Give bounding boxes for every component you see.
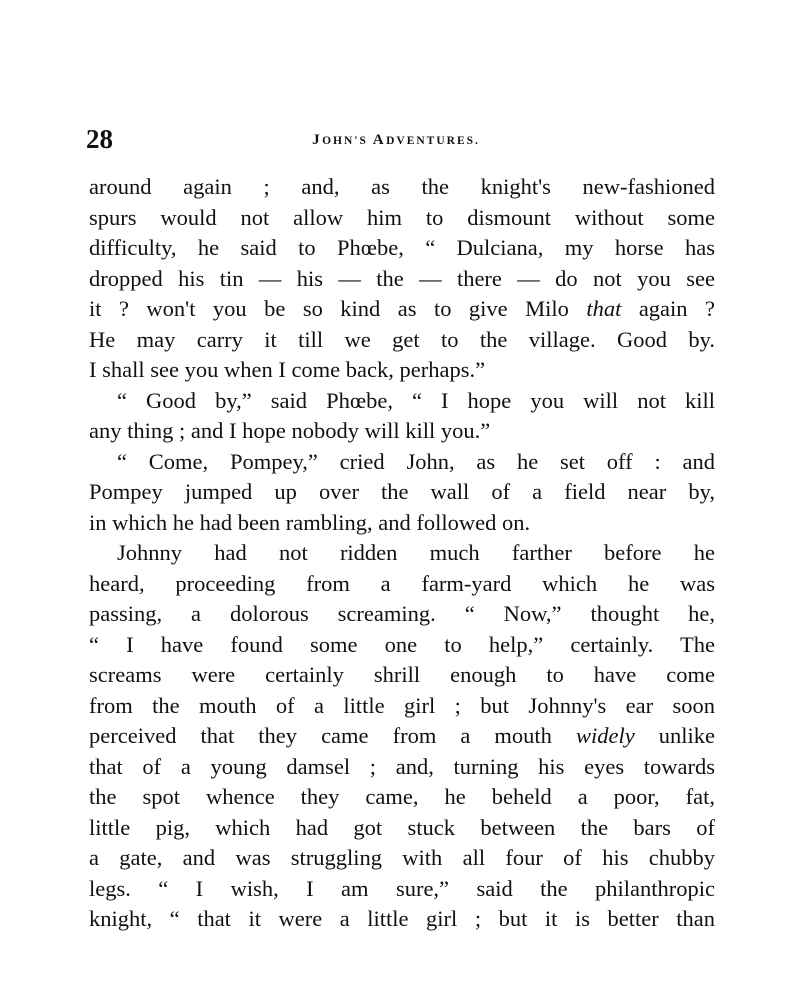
text-line: in which he had been rambling, and followed on. [89,509,531,535]
text-line: I shall see you when I come back, perhaps.” [89,357,486,382]
body-text [89,172,715,935]
running-head [236,128,556,153]
running-head-initial-2: A [372,132,387,148]
text-line: around again ; and, as the knight's new-fashioned [89,174,715,199]
text-line: that of a young damsel ; and, turning his eyes towards [89,753,715,779]
page-header [86,124,716,160]
text-line: “ Come, Pompey,” cried John, as he set off : and [117,448,715,474]
text-segment: it ? won't you be so kind as to give Milo [89,296,587,321]
text-line: a gate, and was struggling with all four of his chubby [89,845,715,870]
text-line: spurs would not allow him to dismount without some [89,204,715,230]
text-line: knight, “ that it were a little girl ; but it is better than [89,906,715,931]
text-line: from the mouth of a little girl ; but Johnny's ear soon [89,692,715,718]
text-segment: unlike [634,723,715,748]
text-line [89,294,715,325]
running-head-initial-1: J [312,132,323,148]
text-segment: again ? [621,296,715,321]
text-line: dropped his tin — his — the — there — do not you see [89,265,715,291]
text-line: heard, proceeding from a farm-yard which he was [89,570,715,596]
text-line: difficulty, he said to Phœbe, “ Dulciana, my horse has [89,235,715,260]
emphasis-text: that [586,296,622,321]
text-line: legs. “ I wish, I am sure,” said the philanthropic [89,875,715,901]
text-line: Pompey jumped up over the wall of a field near by, [89,479,715,504]
text-line: “ Good by,” said Phœbe, “ I hope you will not kill [117,387,715,413]
text-line [89,721,715,752]
text-line: “ I have found some one to help,” certainly. The [89,631,715,657]
text-line: little pig, which had got stuck between the bars of [89,814,715,840]
emphasis-text: widely [575,723,635,748]
text-line: the spot whence they came, he beheld a poor, fat, [89,784,715,809]
text-line: Johnny had not ridden much farther before he [117,540,715,565]
text-line: any thing ; and I hope nobody will kill you.” [89,418,491,443]
text-line: He may carry it till we get to the village. Good by. [89,326,715,352]
text-line: screams were certainly shrill enough to have come [89,662,715,687]
text-line: passing, a dolorous screaming. “ Now,” thought he, [89,601,715,626]
page-number: 28 [86,124,113,154]
text-segment: perceived that they came from a mouth [89,723,576,748]
running-head-small-2: DVENTURES. [386,135,480,147]
running-head-small-1: OHN'S [322,135,373,147]
